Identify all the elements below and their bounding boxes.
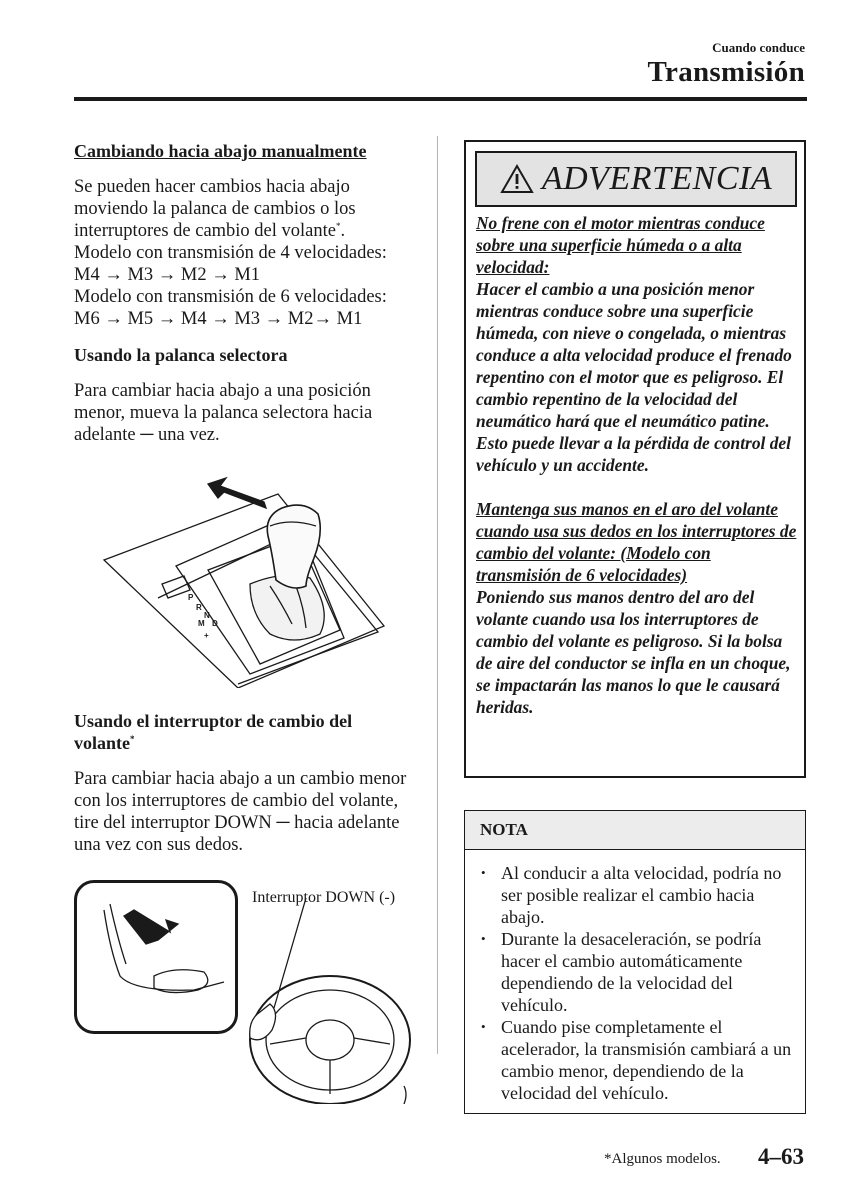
down-switch-callout: Interruptor DOWN (-) <box>252 889 396 906</box>
section-label: Cuando conduce <box>712 40 805 55</box>
footnote-mark: * <box>130 734 135 744</box>
pull-arrow-icon <box>124 910 178 944</box>
gear-letter-r: R <box>196 603 202 612</box>
warning-block-2-heading: Mantenga sus manos en el aro del volante cuando usa sus dedos en los interruptores de cambio del volante: (Modelo con transmisión de 6 velocidades) <box>476 499 797 585</box>
paddle-instruction-end: hacia adelante una vez con sus dedos. <box>74 813 400 855</box>
steering-wheel-spokes <box>270 1038 390 1094</box>
selector-lever-text <box>74 380 414 446</box>
note-list <box>465 862 805 1104</box>
shift-knob <box>267 505 320 588</box>
page-number: 4–63 <box>758 1144 804 1169</box>
gear-letter-plus: + <box>204 631 209 640</box>
note-item: • Cuando pise completamente el acelerador, la transmisión cambiará a un cambio menor, dependiendo de la velocidad del vehículo. <box>481 1016 797 1104</box>
warning-block-2 <box>476 498 800 718</box>
paddle-heading-text: Usando el interruptor de cambio del volante <box>74 711 353 753</box>
footnote-mark: * <box>336 220 341 231</box>
warning-triangle-icon <box>500 164 534 194</box>
callout-leader-line <box>274 898 306 1008</box>
gear-letter-n: N <box>204 611 210 620</box>
gear-letter-d: D <box>212 619 218 628</box>
paddle-text <box>74 768 414 856</box>
minus-symbol: ─ <box>276 813 290 833</box>
note-box <box>464 810 806 1114</box>
page-title: Transmisión <box>647 56 805 88</box>
warning-block-2-body: Poniendo sus manos dentro del aro del volante cuando usa los interruptores de cambio del volante es peligroso. Si la bolsa de aire del conductor se infla en un choque, se impactarán las manos lo que le causará heridas. <box>476 587 791 717</box>
steering-wheel-illustration <box>74 880 414 1104</box>
gear-letter-m: M <box>198 619 205 628</box>
warning-header <box>475 151 797 207</box>
wheel-bottom-detail <box>404 1086 406 1104</box>
selector-lever-instruction-end: una vez. <box>157 425 220 445</box>
warning-block-1-heading: No frene con el motor mientras conduce sobre una superficie húmeda o a alta velocidad: <box>476 213 765 277</box>
warning-block-1 <box>476 212 800 476</box>
warning-box <box>464 140 806 778</box>
wheel-rim-closeup <box>110 904 126 964</box>
manual-downshift-intro: Se pueden hacer cambios hacia abajo moviendo la palanca de cambios o los interruptores de cambio del volante <box>74 177 356 241</box>
gear-shifter-illustration <box>100 474 400 688</box>
gear-letters <box>188 593 218 640</box>
console-outline <box>104 494 384 688</box>
note-title: NOTA <box>465 811 805 850</box>
model4-label: Modelo con transmisión de 4 velocidades: <box>74 243 387 263</box>
column-divider <box>437 136 438 1054</box>
warning-title: ADVERTENCIA <box>541 160 773 197</box>
manual-downshift-heading: Cambiando hacia abajo manualmente <box>74 141 367 161</box>
warning-block-1-body: Hacer el cambio a una posición menor mientras conduce sobre una superficie húmeda, con nieve o congelada, o mientras conduce a alta velocidad produce el frenado repentino con el motor que es peligroso. El cambio repentino de la velocidad del neumático hará que el neumático patine. Esto puede llevar a la pérdida de control del vehículo y un accidente. <box>476 279 792 475</box>
sentence-end: . <box>340 221 346 241</box>
forward-arrow-icon <box>208 478 266 508</box>
indicator-window <box>162 576 190 598</box>
minus-symbol: ─ <box>140 425 154 445</box>
header-rule <box>74 97 807 101</box>
footnote: *Algunos modelos. <box>604 1151 721 1167</box>
steering-wheel-hub <box>306 1020 354 1060</box>
paddle-heading <box>74 710 414 754</box>
warning-body <box>476 212 800 740</box>
note-item: • Al conducir a alta velocidad, podría no ser posible realizar el cambio hacia abajo. <box>481 862 797 928</box>
note-item: • Durante la desaceleración, se podría hacer el cambio automáticamente dependiendo de la velocidad del vehículo. <box>481 928 797 1016</box>
selector-lever-heading: Usando la palanca selectora <box>74 345 288 365</box>
gear-letter-p: P <box>188 593 194 602</box>
selector-lever-instruction: Para cambiar hacia abajo a una posición menor, mueva la palanca selectora hacia adelante <box>74 381 373 445</box>
paddle-instruction: Para cambiar hacia abajo a un cambio menor con los interruptores de cambio del volante, tire del interruptor DOWN <box>74 769 407 833</box>
hand-on-paddle <box>250 1004 276 1040</box>
model4-sequence: M4 → M3 → M2 → M1 <box>74 265 261 285</box>
model6-sequence: M6 → M5 → M4 → M3 → M2→ M1 <box>74 309 363 329</box>
model6-label: Modelo con transmisión de 6 velocidades: <box>74 287 387 307</box>
manual-downshift-text <box>74 176 414 330</box>
